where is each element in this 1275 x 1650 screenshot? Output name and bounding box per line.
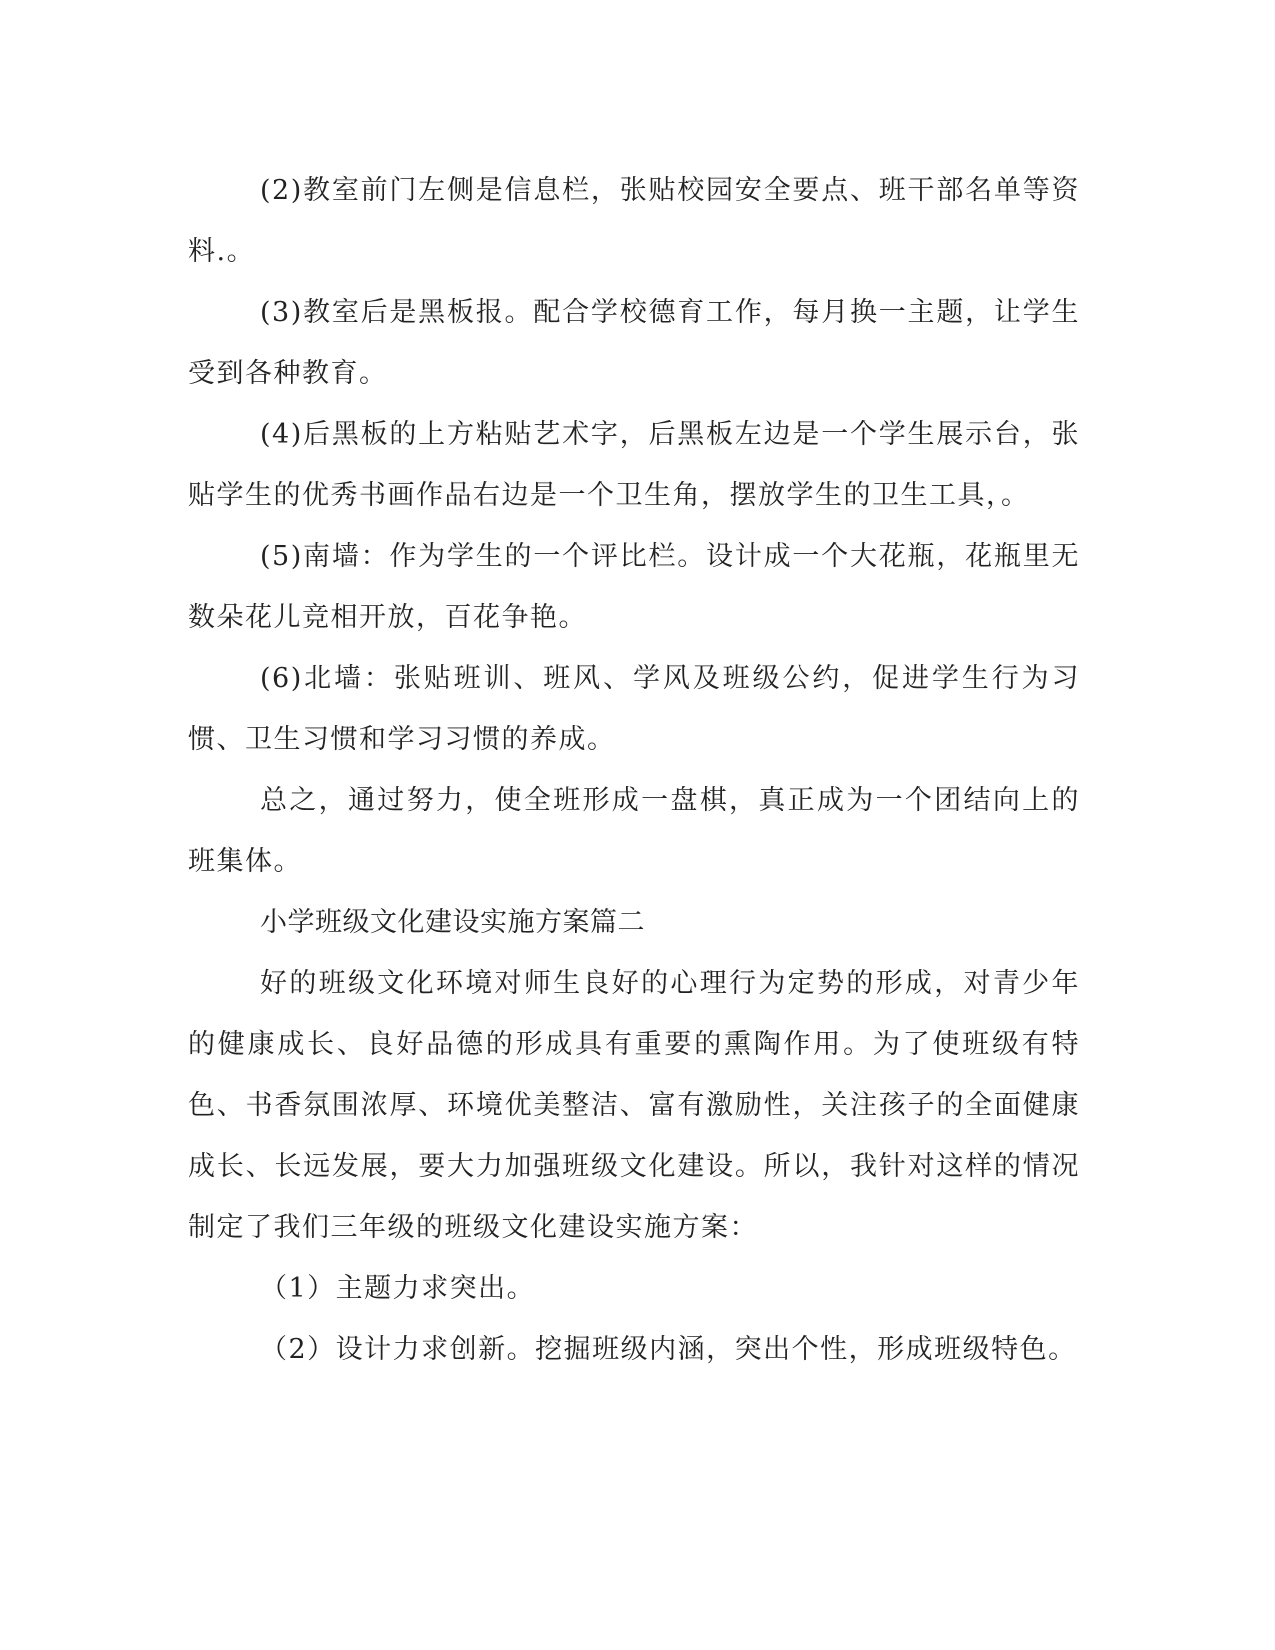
paragraph-introduction: 好的班级文化环境对师生良好的心理行为定势的形成，对青少年的健康成长、良好品德的形成具有重要的熏陶作用。为了使班级有特色、书香氛围浓厚、环境优美整洁、富有激励性，关注孩子的全面健康成长、长远发展，要大力加强班级文化建设。所以，我针对这样的情况制定了我们三年级的班级文化建设实施方案： (188, 968, 1080, 1243)
section-heading: 小学班级文化建设实施方案篇二 (260, 907, 645, 938)
paragraph-north-wall: (6)北墙：张贴班训、班风、学风及班级公约，促进学生行为习惯、卫生习惯和学习习惯的养成。 (188, 663, 1080, 755)
paragraph-design: （2）设计力求创新。挖掘班级内涵，突出个性，形成班级特色。 (260, 1334, 1077, 1365)
paragraph-theme: （1）主题力求突出。 (260, 1273, 536, 1304)
paragraph-info-board: (2)教室前门左侧是信息栏，张贴校园安全要点、班干部名单等资料.。 (188, 175, 1080, 267)
paragraph-rear-blackboard: (4)后黑板的上方粘贴艺术字，后黑板左边是一个学生展示台，张贴学生的优秀书画作品右边是一个卫生角，摆放学生的卫生工具，。 (188, 419, 1080, 511)
document-body (188, 160, 1080, 1380)
paragraph-south-wall: (5)南墙：作为学生的一个评比栏。设计成一个大花瓶，花瓶里无数朵花儿竞相开放，百花争艳。 (188, 541, 1080, 633)
paragraph-blackboard-newspaper: (3)教室后是黑板报。配合学校德育工作，每月换一主题，让学生受到各种教育。 (188, 297, 1080, 389)
paragraph-summary: 总之，通过努力，使全班形成一盘棋，真正成为一个团结向上的班集体。 (188, 785, 1080, 877)
